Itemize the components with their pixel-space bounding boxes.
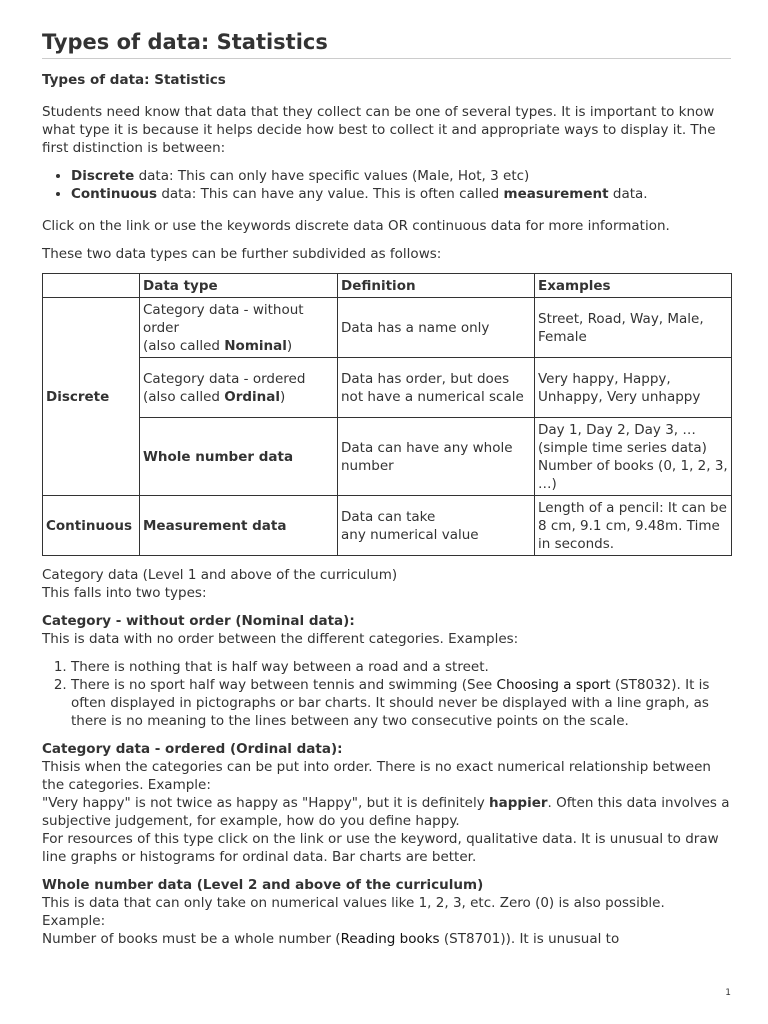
- table-cell: Day 1, Day 2, Day 3, … (simple time series data) Number of books (0, 1, 2, 3, …): [535, 418, 732, 496]
- page-number: 1: [725, 988, 731, 998]
- table-header: Data type: [140, 274, 338, 298]
- table-cell: Category data - ordered (also called Ordinal): [140, 358, 338, 418]
- whole-number-paragraph: Number of books must be a whole number (Reading books (ST8701)). It is unusual to: [42, 931, 620, 947]
- table-cell: Category data - without order (also called Nominal): [140, 298, 338, 358]
- list-item: 1. There is nothing that is half way between a road and a street.: [71, 658, 731, 676]
- table-header-row: [43, 274, 732, 298]
- table-row: [43, 418, 732, 496]
- reading-books-link[interactable]: Reading books: [340, 931, 440, 947]
- document-page: [42, 30, 731, 948]
- table-cell: Length of a pencil: It can be 8 cm, 9.1 cm, 9.48m. Time in seconds.: [535, 496, 732, 556]
- nominal-heading: Category - without order (Nominal data):: [42, 613, 355, 629]
- table-header: Definition: [338, 274, 535, 298]
- table-row: [43, 358, 732, 418]
- table-row: [43, 496, 732, 556]
- table-cell: Data can take any numerical value: [338, 496, 535, 556]
- list-item: 2. There is no sport half way between tennis and swimming (See Choosing a sport (ST8032). It is often displayed in pictographs or bar charts. It should never be displayed with a line graph, as there is no meaning to the lines between any two consecutive points on the scale.: [71, 676, 731, 730]
- list-item-discrete: • Discrete data: This can only have specific values (Male, Hot, 3 etc): [71, 167, 731, 185]
- data-types-list: [42, 167, 731, 203]
- category-line: This falls into two types:: [42, 585, 207, 601]
- data-types-table: [42, 273, 732, 556]
- table-cell: Whole number data: [140, 418, 338, 496]
- table-cell: Data can have any whole number: [338, 418, 535, 496]
- table-cell: Data has order, but does not have a numerical scale: [338, 358, 535, 418]
- choosing-a-sport-link[interactable]: Choosing a sport: [496, 677, 611, 693]
- table-cell: Street, Road, Way, Male, Female: [535, 298, 732, 358]
- table-header: Examples: [535, 274, 732, 298]
- table-header: [43, 274, 140, 298]
- table-row: [43, 298, 732, 358]
- row-header-continuous: Continuous: [43, 496, 140, 556]
- list-item-continuous: • Continuous data: This can have any value. This is often called measurement data.: [71, 185, 731, 203]
- click-paragraph: Click on the link or use the keywords discrete data OR continuous data for more information.: [42, 218, 670, 234]
- table-cell: Data has a name only: [338, 298, 535, 358]
- section-title: Types of data: Statistics: [42, 72, 226, 88]
- whole-number-paragraph: This is data that can only take on numerical values like 1, 2, 3, etc. Zero (0) is also possible. Example:: [42, 895, 665, 929]
- ordinal-paragraph: "Very happy" is not twice as happy as "Happy", but it is definitely happier. Often this data involves a subjective judgement, for example, how do you define happy.: [42, 795, 730, 829]
- table-cell: Very happy, Happy, Unhappy, Very unhappy: [535, 358, 732, 418]
- intro-paragraph: Students need know that data that they collect can be one of several types. It is important to know what type it is because it helps decide how best to collect it and appropriate ways to display it. The first distinction is between:: [42, 104, 716, 156]
- subdivided-paragraph: These two data types can be further subdivided as follows:: [42, 246, 442, 262]
- ordinal-heading: Category data - ordered (Ordinal data):: [42, 741, 343, 757]
- table-cell: Measurement data: [140, 496, 338, 556]
- ordinal-paragraph: Thisis when the categories can be put into order. There is no exact numerical relationship between the categories. Example:: [42, 759, 711, 793]
- page-title: Types of data: Statistics: [42, 30, 731, 59]
- nominal-examples-list: [42, 658, 731, 730]
- category-line: Category data (Level 1 and above of the curriculum): [42, 567, 398, 583]
- document-body: [42, 71, 731, 948]
- ordinal-paragraph: For resources of this type click on the link or use the keyword, qualitative data. It is unusual to draw line graphs or histograms for ordinal data. Bar charts are better.: [42, 831, 719, 865]
- row-header-discrete: Discrete: [43, 298, 140, 496]
- nominal-intro: This is data with no order between the different categories. Examples:: [42, 631, 519, 647]
- whole-number-heading: Whole number data (Level 2 and above of the curriculum): [42, 877, 484, 893]
